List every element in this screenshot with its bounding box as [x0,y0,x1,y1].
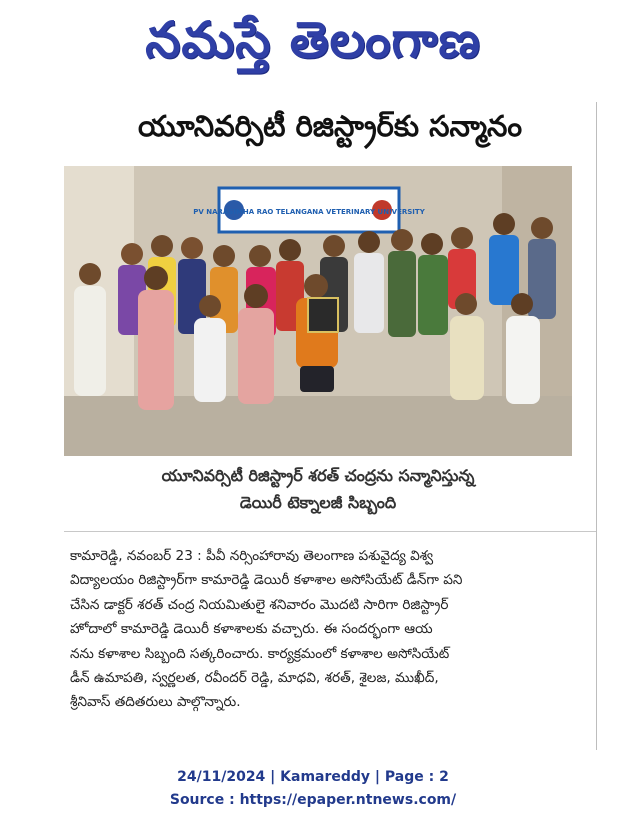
body-line: డీన్ ఉమాపతి, స్వర్ణలత, రవీందర్ రెడ్డి, మాధవి, శరత్, శైలజ, ముఖీద్, [70,670,439,687]
article-headline: యూనివర్సిటీ రిజిస్ట్రార్‌కు సన్మానం [137,109,523,143]
footer [0,766,626,812]
footer-source[interactable]: Source : https://epaper.ntnews.com/ [169,792,457,808]
article-photo [64,166,572,456]
body-line: నను కళాశాల సిబ్బంది సత్కరించారు. కార్యక్రమంలో కళాశాల అసోసియేట్ [70,645,450,662]
newspaper-title: నమస్తే తెలంగాణ [145,10,481,69]
group-photo-illustration [64,166,572,456]
body-line: విద్యాలయం రిజిస్ట్రార్‌గా కామారెడ్డి డెయిరీ కళాశాల అసోసియేట్ డీన్‌గా పని [70,572,463,589]
photo-caption [64,462,572,524]
body-line: హోదాలో కామారెడ్డి డెయిరీ కళాశాలకు వచ్చారు. ఈ సందర్భంగా ఆయ [70,621,433,638]
body-line: చేసిన డాక్టర్ శరత్ చంద్ర నియమితులై శనివారం మొదటి సారిగా రిజిస్ట్రార్ [70,596,449,613]
caption-line: యూనివర్సిటీ రిజిస్ట్రార్ శరత్ చంద్రను సన్మానిస్తున్న [161,466,475,485]
masthead [0,6,626,86]
caption-line: డెయిరీ టెక్నాలజీ సిబ్బంది [239,493,397,512]
divider [64,531,596,532]
body-line: శ్రీనివాస్ తదితరులు పాల్గొన్నారు. [70,694,241,711]
banner-text: PV NARASIMHA RAO TELANGANA VETERINARY UNIVERSITY [193,208,425,216]
body-line: కామారెడ్డి, నవంబర్ 23 : పీవీ నర్సింహారావు తెలంగాణ పశువైద్య విశ్వ [70,548,434,564]
footer-date-location: 24/11/2024 | Kamareddy | Page : 2 [177,769,449,785]
article-body [70,544,592,715]
column-rule [596,102,597,750]
